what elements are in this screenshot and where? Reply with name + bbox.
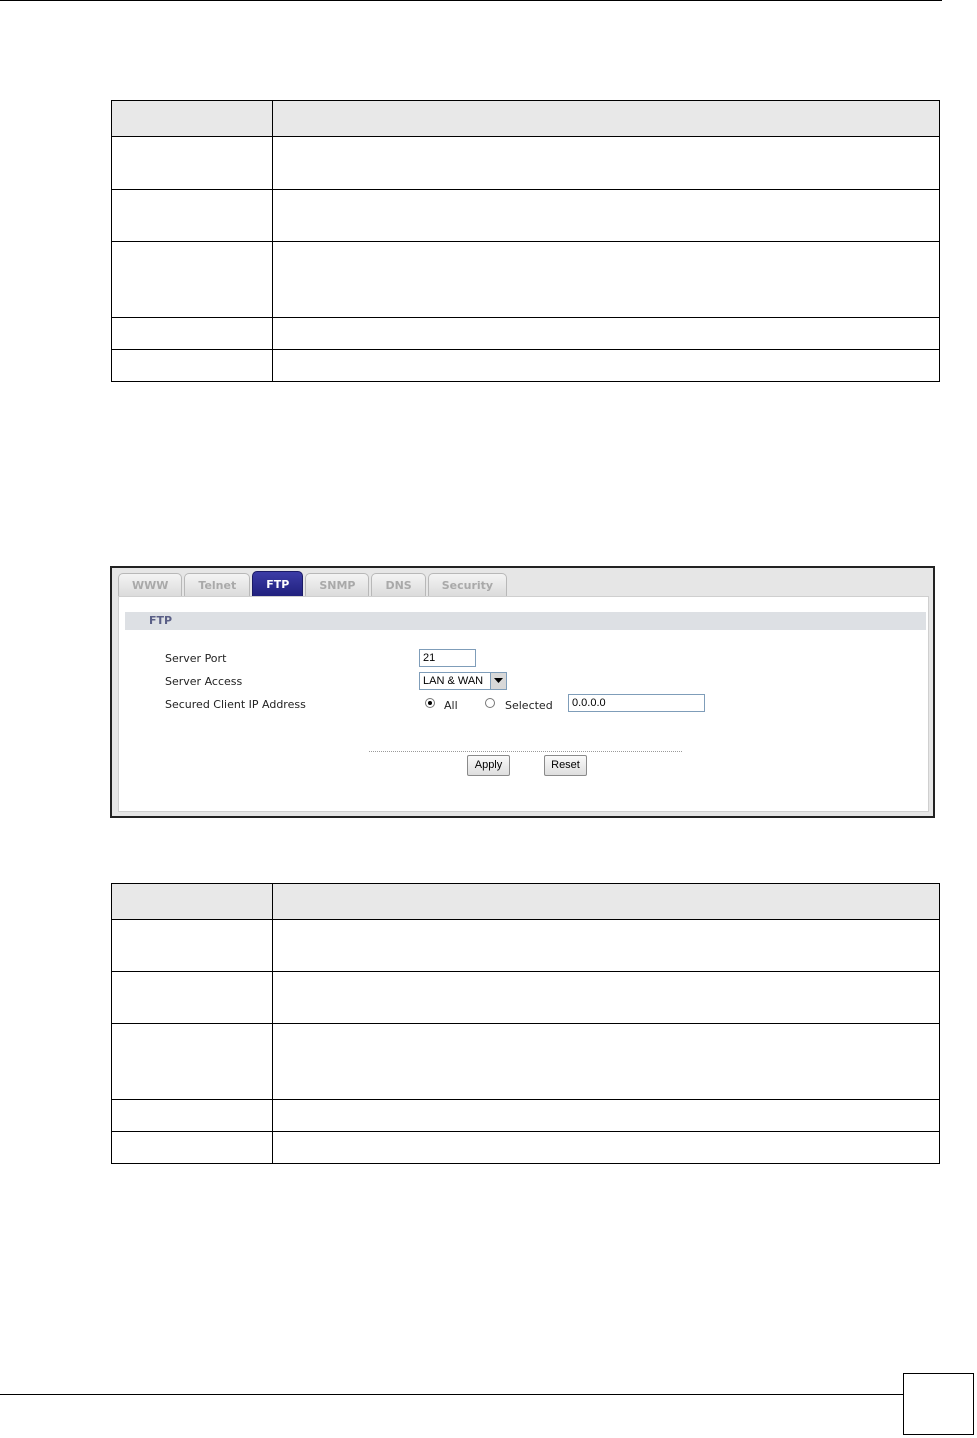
table-cell [273,137,940,190]
reset-button[interactable]: Reset [544,755,587,776]
tab-telnet[interactable]: Telnet [184,573,250,597]
table-row [112,972,940,1024]
table-row [112,318,940,350]
table-row [112,920,940,972]
radio-selected-label: Selected [505,699,553,712]
table-cell [112,242,273,318]
tab-bar [118,571,509,597]
table-cell [112,101,273,137]
table-cell [112,190,273,242]
table-cell [273,350,940,382]
table-cell [273,101,940,137]
server-access-label: Server Access [165,675,243,688]
header-rule [0,0,942,1]
table-cell [273,190,940,242]
table-cell [112,1132,273,1164]
table-cell [112,350,273,382]
tab-snmp[interactable]: SNMP [305,573,369,597]
table-cell [273,1100,940,1132]
radio-all[interactable] [425,698,435,708]
divider [369,751,682,752]
section-title: FTP [149,614,173,627]
ip-address-input[interactable]: 0.0.0.0 [568,694,705,712]
table-row [112,1100,940,1132]
table-cell [273,972,940,1024]
table-header-row [112,884,940,920]
table-cell [273,920,940,972]
table-row [112,242,940,318]
table-header-row [112,101,940,137]
table-cell [112,920,273,972]
tab-security[interactable]: Security [428,573,507,597]
radio-selected[interactable] [485,698,495,708]
table-row [112,190,940,242]
footer-rule [0,1394,903,1395]
section-header [125,612,926,630]
table-cell [273,242,940,318]
table-cell [273,1132,940,1164]
ftp-panel [118,596,929,812]
table-row [112,350,940,382]
server-port-label: Server Port [165,652,227,665]
server-access-select[interactable] [419,672,507,690]
page-number-box [903,1373,974,1435]
radio-all-label: All [444,699,458,712]
table-cell [273,884,940,920]
chevron-down-icon[interactable] [490,673,506,689]
table-row [112,1024,940,1100]
tab-www[interactable]: WWW [118,573,182,597]
server-access-value: LAN & WAN [423,675,484,687]
table-row [112,137,940,190]
tab-dns[interactable]: DNS [371,573,425,597]
secured-client-ip-label: Secured Client IP Address [165,698,306,711]
tab-ftp[interactable]: FTP [252,571,303,597]
table-cell [273,318,940,350]
description-table-top [111,100,940,382]
ftp-screenshot [110,566,935,818]
table-row [112,1132,940,1164]
table-cell [112,1100,273,1132]
table-cell [112,1024,273,1100]
apply-button[interactable]: Apply [467,755,510,776]
table-cell [112,972,273,1024]
table-cell [112,137,273,190]
server-port-input[interactable]: 21 [419,649,476,667]
description-table-bottom [111,883,940,1164]
table-cell [112,318,273,350]
table-cell [273,1024,940,1100]
table-cell [112,884,273,920]
